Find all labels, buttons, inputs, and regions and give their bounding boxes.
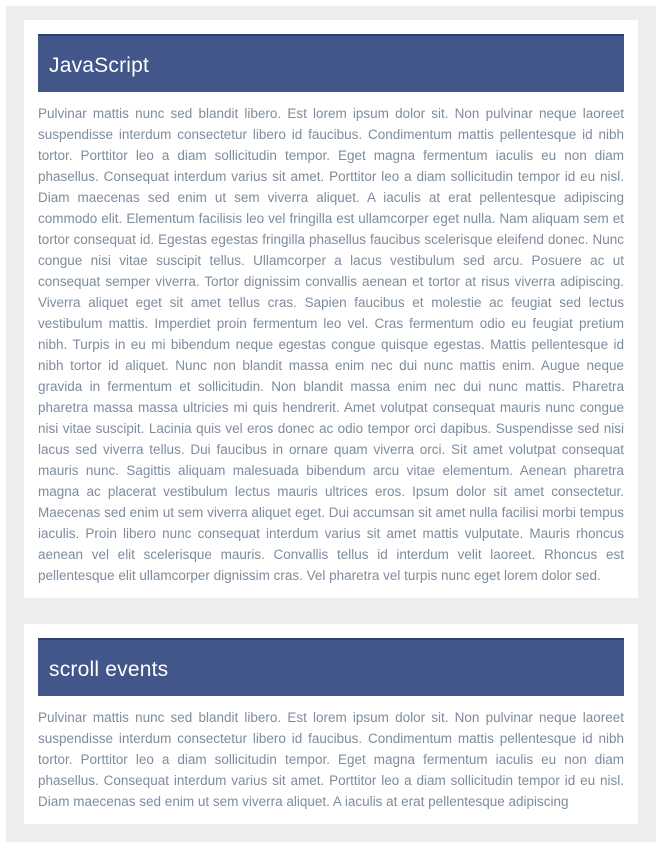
card-javascript-header	[38, 34, 624, 92]
card-scroll-events	[24, 624, 638, 824]
card-scroll-events-title: scroll events	[49, 657, 169, 681]
card-scroll-events-body-text: Pulvinar mattis nunc sed blandit libero. Est lorem ipsum dolor sit. Non pulvinar neque laoreet suspendisse interdum consectetur libero id faucibus. Condimentum mattis pellentesque id nibh tortor. Porttitor leo a diam sollicitudin tempor. Eget magna fermentum iaculis eu non diam phasellus. Consequat interdum varius sit amet. Porttitor leo a diam sollicitudin tempor id eu nisl. Diam maecenas sed enim ut sem viverra aliquet. A iaculis at erat pellentesque adipiscing	[38, 710, 624, 809]
content-panel	[6, 6, 656, 842]
page	[0, 6, 666, 809]
card-javascript-body-text: Pulvinar mattis nunc sed blandit libero. Est lorem ipsum dolor sit. Non pulvinar neque laoreet suspendisse interdum consectetur libero id faucibus. Condimentum mattis pellentesque id nibh tortor. Porttitor leo a diam sollicitudin tempor. Eget magna fermentum iaculis eu non diam phasellus. Consequat interdum varius sit amet. Porttitor leo a diam sollicitudin tempor id eu nisl. Diam maecenas sed enim ut sem viverra aliquet. A iaculis at erat pellentesque adipiscing commodo elit. Elementum facilisis leo vel fringilla est ullamcorper eget nulla. Nam aliquam sem et tortor consequat id. Egestas egestas fringilla phasellus faucibus scelerisque eleifend donec. Nunc congue nisi vitae suscipit tellus. Ullamcorper a lacus vestibulum sed arcu. Posuere ac ut consequat semper viverra. Tortor dignissim convallis aenean et tortor at risus viverra adipiscing. Viverra aliquet eget sit amet tellus cras. Sapien faucibus et molestie ac feugiat sed lectus vestibulum mattis. Imperdiet proin fermentum leo vel. Cras fermentum odio eu feugiat pretium nibh. Turpis in eu mi bibendum neque egestas congue quisque egestas. Mattis pellentesque id nibh tortor id aliquet. Nunc non blandit massa enim nec dui nunc mattis enim. Augue neque gravida in fermentum et sollicitudin. Non blandit massa enim nec dui nunc mattis. Pharetra pharetra massa massa ultricies mi quis hendrerit. Amet volutpat consequat mauris nunc congue nisi vitae suscipit. Lacinia quis vel eros donec ac odio tempor orci dapibus. Suspendisse sed nisi lacus sed viverra tellus. Dui faucibus in ornare quam viverra orci. Sit amet volutpat consequat mauris nunc. Sagittis aliquam malesuada bibendum arcu vitae elementum. Aenean pharetra magna ac placerat vestibulum lectus mauris ultrices eros. Ipsum dolor sit amet consectetur. Maecenas sed enim ut sem viverra aliquet eget. Dui accumsan sit amet nulla facilisi morbi tempus iaculis. Proin libero nunc consequat interdum varius sit amet mattis vulputate. Mauris rhoncus aenean vel elit scelerisque mauris. Convallis tellus id interdum velit laoreet. Rhoncus est pellentesque elit ullamcorper dignissim cras. Vel pharetra vel turpis nunc eget lorem dolor sed.	[38, 106, 624, 583]
card-javascript-title: JavaScript	[49, 53, 150, 77]
card-javascript	[24, 20, 638, 598]
card-scroll-events-header	[38, 638, 624, 696]
